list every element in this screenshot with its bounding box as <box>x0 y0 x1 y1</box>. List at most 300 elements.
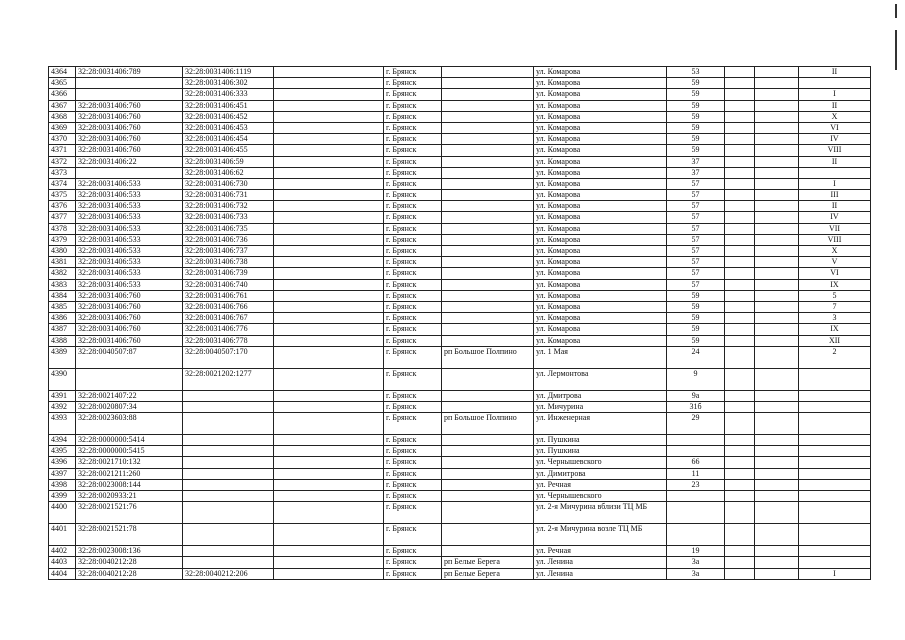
table-row <box>49 313 871 324</box>
cell-apartment <box>799 368 871 390</box>
cell-extra <box>274 568 384 579</box>
cell-empty-b <box>755 502 799 524</box>
table-row <box>49 234 871 245</box>
cell-row-number: 4385 <box>49 301 76 312</box>
cell-row-number: 4374 <box>49 178 76 189</box>
cell-house: 59 <box>667 111 725 122</box>
table-row <box>49 279 871 290</box>
cell-object-number: 32:28:0031406:1119 <box>183 67 274 78</box>
cell-empty-b <box>755 479 799 490</box>
cell-house: 57 <box>667 212 725 223</box>
cell-city: г. Брянск <box>384 413 442 435</box>
cell-empty-b <box>755 156 799 167</box>
cell-row-number: 4365 <box>49 78 76 89</box>
table-row <box>49 368 871 390</box>
cell-empty-b <box>755 368 799 390</box>
cell-settlement <box>442 223 534 234</box>
cell-house: 59 <box>667 313 725 324</box>
table-row <box>49 78 871 89</box>
cell-parcel-number: 32:28:0021521:76 <box>76 502 183 524</box>
cell-empty-a <box>725 413 755 435</box>
cell-street: ул. 2-я Мичурина возле ТЦ МБ <box>534 524 667 546</box>
cell-apartment: I <box>799 568 871 579</box>
cell-apartment <box>799 557 871 568</box>
cell-row-number: 4391 <box>49 390 76 401</box>
cell-row-number: 4368 <box>49 111 76 122</box>
cell-extra <box>274 368 384 390</box>
cell-house: 37 <box>667 167 725 178</box>
cell-house: 3а <box>667 557 725 568</box>
cell-street: ул. Комарова <box>534 246 667 257</box>
cell-house: 31б <box>667 401 725 412</box>
cell-settlement <box>442 201 534 212</box>
cell-parcel-number: 32:28:0031406:22 <box>76 156 183 167</box>
cell-object-number: 32:28:0021202:1277 <box>183 368 274 390</box>
cell-row-number: 4386 <box>49 313 76 324</box>
cell-settlement: рп Большое Полпино <box>442 413 534 435</box>
cell-extra <box>274 390 384 401</box>
cell-parcel-number: 32:28:0031406:533 <box>76 257 183 268</box>
cell-apartment: II <box>799 67 871 78</box>
cell-street: ул. Речная <box>534 546 667 557</box>
cell-parcel-number <box>76 89 183 100</box>
cell-extra <box>274 156 384 167</box>
cell-city: г. Брянск <box>384 468 442 479</box>
cell-parcel-number: 32:28:0031406:533 <box>76 246 183 257</box>
cell-parcel-number: 32:28:0031406:533 <box>76 223 183 234</box>
cell-row-number: 4377 <box>49 212 76 223</box>
cell-empty-b <box>755 134 799 145</box>
cell-house: 9 <box>667 368 725 390</box>
cell-apartment <box>799 468 871 479</box>
cell-apartment: X <box>799 246 871 257</box>
cell-empty-b <box>755 546 799 557</box>
cell-object-number: 32:28:0031406:454 <box>183 134 274 145</box>
cell-street: ул. Комарова <box>534 145 667 156</box>
cell-street: ул. Лермонтова <box>534 368 667 390</box>
cell-empty-b <box>755 212 799 223</box>
cell-empty-a <box>725 390 755 401</box>
cell-row-number: 4397 <box>49 468 76 479</box>
cell-house: 57 <box>667 246 725 257</box>
cell-empty-a <box>725 468 755 479</box>
cell-parcel-number: 32:28:0020933:21 <box>76 491 183 502</box>
cell-object-number: 32:28:0031406:302 <box>183 78 274 89</box>
cell-house: 59 <box>667 100 725 111</box>
cell-empty-b <box>755 413 799 435</box>
cell-object-number: 32:28:0031406:776 <box>183 324 274 335</box>
cell-empty-a <box>725 246 755 257</box>
cell-extra <box>274 134 384 145</box>
cell-settlement <box>442 234 534 245</box>
cell-city: г. Брянск <box>384 122 442 133</box>
cell-house <box>667 446 725 457</box>
cell-city: г. Брянск <box>384 368 442 390</box>
cell-settlement <box>442 100 534 111</box>
cell-object-number <box>183 502 274 524</box>
table-row <box>49 324 871 335</box>
cell-settlement <box>442 212 534 223</box>
cell-apartment <box>799 446 871 457</box>
cell-extra <box>274 145 384 156</box>
cell-apartment <box>799 479 871 490</box>
cell-settlement <box>442 178 534 189</box>
cell-city: г. Брянск <box>384 457 442 468</box>
cell-row-number: 4383 <box>49 279 76 290</box>
cell-street: ул. Комарова <box>534 67 667 78</box>
cell-empty-b <box>755 223 799 234</box>
cell-object-number: 32:28:0040212:206 <box>183 568 274 579</box>
cell-city: г. Брянск <box>384 557 442 568</box>
cell-parcel-number: 32:28:0031406:760 <box>76 335 183 346</box>
cell-empty-a <box>725 78 755 89</box>
cell-settlement <box>442 268 534 279</box>
cell-empty-a <box>725 491 755 502</box>
cell-city: г. Брянск <box>384 234 442 245</box>
cell-row-number: 4380 <box>49 246 76 257</box>
cell-apartment: II <box>799 100 871 111</box>
cell-city: г. Брянск <box>384 301 442 312</box>
cell-empty-a <box>725 446 755 457</box>
table-row <box>49 502 871 524</box>
cell-apartment: 7 <box>799 301 871 312</box>
cell-empty-b <box>755 435 799 446</box>
cell-extra <box>274 491 384 502</box>
cell-street: ул. Пушкина <box>534 435 667 446</box>
cell-apartment: 5 <box>799 290 871 301</box>
cell-street: ул. Комарова <box>534 190 667 201</box>
cell-row-number: 4381 <box>49 257 76 268</box>
cell-empty-b <box>755 313 799 324</box>
cell-extra <box>274 468 384 479</box>
cell-row-number: 4366 <box>49 89 76 100</box>
cell-parcel-number: 32:28:0040507:87 <box>76 346 183 368</box>
cell-row-number: 4392 <box>49 401 76 412</box>
cell-city: г. Брянск <box>384 324 442 335</box>
cell-extra <box>274 557 384 568</box>
cell-settlement <box>442 524 534 546</box>
cell-object-number: 32:28:0031406:452 <box>183 111 274 122</box>
cell-settlement <box>442 167 534 178</box>
cell-empty-a <box>725 457 755 468</box>
cell-empty-a <box>725 368 755 390</box>
cell-street: ул. Комарова <box>534 212 667 223</box>
cell-empty-b <box>755 524 799 546</box>
cell-apartment <box>799 457 871 468</box>
cell-city: г. Брянск <box>384 167 442 178</box>
cell-street: ул. Дмитрова <box>534 390 667 401</box>
cell-apartment <box>799 390 871 401</box>
cell-row-number: 4373 <box>49 167 76 178</box>
cell-apartment: VI <box>799 122 871 133</box>
cell-object-number <box>183 413 274 435</box>
cell-settlement <box>442 446 534 457</box>
cell-house: 57 <box>667 178 725 189</box>
cell-object-number: 32:28:0031406:738 <box>183 257 274 268</box>
cell-city: г. Брянск <box>384 178 442 189</box>
cell-extra <box>274 524 384 546</box>
cell-apartment <box>799 167 871 178</box>
cell-house: 57 <box>667 234 725 245</box>
cell-city: г. Брянск <box>384 190 442 201</box>
cell-settlement <box>442 401 534 412</box>
scan-edge-mark <box>895 4 897 18</box>
cell-extra <box>274 223 384 234</box>
cell-street: ул. Мичурина <box>534 401 667 412</box>
cell-city: г. Брянск <box>384 568 442 579</box>
cell-street: ул. Комарова <box>534 234 667 245</box>
cell-house: 66 <box>667 457 725 468</box>
cell-object-number: 32:28:0040507:170 <box>183 346 274 368</box>
cell-parcel-number: 32:28:0031406:760 <box>76 134 183 145</box>
cell-object-number: 32:28:0031406:731 <box>183 190 274 201</box>
cell-city: г. Брянск <box>384 502 442 524</box>
cell-object-number: 32:28:0031406:766 <box>183 301 274 312</box>
cell-empty-b <box>755 167 799 178</box>
cell-settlement <box>442 313 534 324</box>
table-row <box>49 145 871 156</box>
cell-settlement <box>442 246 534 257</box>
cell-extra <box>274 546 384 557</box>
cell-extra <box>274 167 384 178</box>
cell-object-number <box>183 435 274 446</box>
cell-apartment: V <box>799 257 871 268</box>
cell-extra <box>274 435 384 446</box>
cell-city: г. Брянск <box>384 290 442 301</box>
cell-city: г. Брянск <box>384 335 442 346</box>
cell-settlement: рп Белые Берега <box>442 557 534 568</box>
cell-parcel-number: 32:28:0023008:136 <box>76 546 183 557</box>
table-row <box>49 178 871 189</box>
cell-settlement <box>442 502 534 524</box>
cell-settlement <box>442 122 534 133</box>
cell-object-number <box>183 546 274 557</box>
cell-street: ул. Речная <box>534 479 667 490</box>
cell-house: 59 <box>667 78 725 89</box>
cell-empty-b <box>755 122 799 133</box>
cell-extra <box>274 290 384 301</box>
cell-empty-b <box>755 78 799 89</box>
cell-empty-a <box>725 524 755 546</box>
cell-empty-b <box>755 111 799 122</box>
cell-row-number: 4402 <box>49 546 76 557</box>
cell-object-number: 32:28:0031406:735 <box>183 223 274 234</box>
cell-empty-a <box>725 346 755 368</box>
cell-settlement <box>442 156 534 167</box>
cell-settlement <box>442 335 534 346</box>
cell-row-number: 4388 <box>49 335 76 346</box>
cell-city: г. Брянск <box>384 524 442 546</box>
cell-apartment: IX <box>799 324 871 335</box>
cell-city: г. Брянск <box>384 67 442 78</box>
cell-parcel-number: 32:28:0031406:533 <box>76 190 183 201</box>
cell-empty-b <box>755 234 799 245</box>
cell-row-number: 4379 <box>49 234 76 245</box>
cell-house: 11 <box>667 468 725 479</box>
cell-extra <box>274 313 384 324</box>
cell-settlement <box>442 435 534 446</box>
cell-settlement <box>442 301 534 312</box>
cell-empty-b <box>755 335 799 346</box>
cell-city: г. Брянск <box>384 313 442 324</box>
cell-empty-b <box>755 89 799 100</box>
cell-extra <box>274 446 384 457</box>
cell-parcel-number: 32:28:0031406:760 <box>76 111 183 122</box>
cell-apartment: XII <box>799 335 871 346</box>
cell-parcel-number: 32:28:0031406:533 <box>76 234 183 245</box>
cell-extra <box>274 100 384 111</box>
cell-empty-a <box>725 557 755 568</box>
cell-parcel-number: 32:28:0031406:533 <box>76 178 183 189</box>
cell-empty-b <box>755 346 799 368</box>
table-row <box>49 524 871 546</box>
table-row <box>49 100 871 111</box>
cell-empty-b <box>755 457 799 468</box>
cell-house: 59 <box>667 134 725 145</box>
table-row <box>49 111 871 122</box>
cell-parcel-number: 32:28:0021710:132 <box>76 457 183 468</box>
cell-apartment <box>799 502 871 524</box>
cell-apartment: II <box>799 156 871 167</box>
table-row <box>49 546 871 557</box>
cell-street: ул. Комарова <box>534 290 667 301</box>
cell-street: ул. Ленина <box>534 557 667 568</box>
cell-object-number <box>183 390 274 401</box>
cell-row-number: 4394 <box>49 435 76 446</box>
cell-settlement <box>442 78 534 89</box>
cell-empty-b <box>755 190 799 201</box>
table-row <box>49 268 871 279</box>
cell-parcel-number: 32:28:0031406:760 <box>76 122 183 133</box>
cell-empty-b <box>755 324 799 335</box>
cell-city: г. Брянск <box>384 257 442 268</box>
cell-parcel-number: 32:28:0031406:760 <box>76 313 183 324</box>
cell-empty-a <box>725 178 755 189</box>
cell-apartment <box>799 401 871 412</box>
cell-empty-b <box>755 568 799 579</box>
cell-street: ул. Димитрова <box>534 468 667 479</box>
cell-apartment: III <box>799 190 871 201</box>
cell-empty-a <box>725 134 755 145</box>
cell-empty-b <box>755 257 799 268</box>
cell-extra <box>274 190 384 201</box>
cell-object-number: 32:28:0031406:732 <box>183 201 274 212</box>
cell-settlement <box>442 479 534 490</box>
cell-street: ул. Пушкина <box>534 446 667 457</box>
cell-settlement <box>442 368 534 390</box>
cell-street: ул. Комарова <box>534 78 667 89</box>
cell-city: г. Брянск <box>384 268 442 279</box>
cell-settlement <box>442 468 534 479</box>
cell-row-number: 4372 <box>49 156 76 167</box>
cell-empty-b <box>755 301 799 312</box>
cell-empty-a <box>725 546 755 557</box>
cell-object-number: 32:28:0031406:733 <box>183 212 274 223</box>
cell-extra <box>274 234 384 245</box>
cell-city: г. Брянск <box>384 223 442 234</box>
cell-row-number: 4378 <box>49 223 76 234</box>
cell-settlement <box>442 190 534 201</box>
cell-object-number: 32:28:0031406:333 <box>183 89 274 100</box>
cell-row-number: 4403 <box>49 557 76 568</box>
cell-object-number <box>183 446 274 457</box>
cell-settlement <box>442 324 534 335</box>
cell-city: г. Брянск <box>384 134 442 145</box>
cell-settlement: рп Большое Полпино <box>442 346 534 368</box>
cell-city: г. Брянск <box>384 111 442 122</box>
table-row <box>49 435 871 446</box>
cell-city: г. Брянск <box>384 401 442 412</box>
cell-extra <box>274 212 384 223</box>
cell-empty-a <box>725 568 755 579</box>
cell-object-number: 32:28:0031406:737 <box>183 246 274 257</box>
cell-street: ул. Комарова <box>534 335 667 346</box>
cell-parcel-number: 32:28:0031406:760 <box>76 324 183 335</box>
table-row <box>49 390 871 401</box>
cell-street: ул. Комарова <box>534 324 667 335</box>
cell-settlement <box>442 145 534 156</box>
cell-empty-a <box>725 435 755 446</box>
cell-settlement <box>442 457 534 468</box>
cell-house: 57 <box>667 190 725 201</box>
table-row <box>49 212 871 223</box>
cell-empty-b <box>755 401 799 412</box>
cell-city: г. Брянск <box>384 89 442 100</box>
cell-apartment: 2 <box>799 346 871 368</box>
cell-object-number: 32:28:0031406:778 <box>183 335 274 346</box>
cell-empty-b <box>755 67 799 78</box>
cell-object-number: 32:28:0031406:767 <box>183 313 274 324</box>
cell-settlement <box>442 67 534 78</box>
table-row <box>49 346 871 368</box>
cell-empty-a <box>725 145 755 156</box>
cell-street: ул. Чернышевского <box>534 491 667 502</box>
cell-extra <box>274 502 384 524</box>
cell-settlement <box>442 134 534 145</box>
cell-empty-a <box>725 502 755 524</box>
cell-street: ул. 1 Мая <box>534 346 667 368</box>
cell-parcel-number: 32:28:0031406:760 <box>76 301 183 312</box>
cell-street: ул. Комарова <box>534 301 667 312</box>
cell-row-number: 4393 <box>49 413 76 435</box>
cell-extra <box>274 246 384 257</box>
cell-parcel-number: 32:28:0031406:789 <box>76 67 183 78</box>
cell-object-number <box>183 524 274 546</box>
cell-house: 57 <box>667 201 725 212</box>
cell-settlement <box>442 390 534 401</box>
cell-parcel-number: 32:28:0020807:34 <box>76 401 183 412</box>
registry-table <box>48 66 871 580</box>
cell-empty-b <box>755 145 799 156</box>
cell-object-number: 32:28:0031406:451 <box>183 100 274 111</box>
cell-row-number: 4401 <box>49 524 76 546</box>
cell-empty-b <box>755 390 799 401</box>
cell-house: 59 <box>667 324 725 335</box>
cell-object-number <box>183 557 274 568</box>
cell-city: г. Брянск <box>384 201 442 212</box>
cell-city: г. Брянск <box>384 479 442 490</box>
cell-house: 53 <box>667 67 725 78</box>
cell-empty-a <box>725 201 755 212</box>
cell-parcel-number: 32:28:0000000:5415 <box>76 446 183 457</box>
cell-parcel-number: 32:28:0021521:78 <box>76 524 183 546</box>
cell-street: ул. 2-я Мичурина вблизи ТЦ МБ <box>534 502 667 524</box>
table-row <box>49 156 871 167</box>
cell-house: 37 <box>667 156 725 167</box>
cell-row-number: 4370 <box>49 134 76 145</box>
cell-object-number <box>183 491 274 502</box>
cell-parcel-number: 32:28:0031406:760 <box>76 100 183 111</box>
